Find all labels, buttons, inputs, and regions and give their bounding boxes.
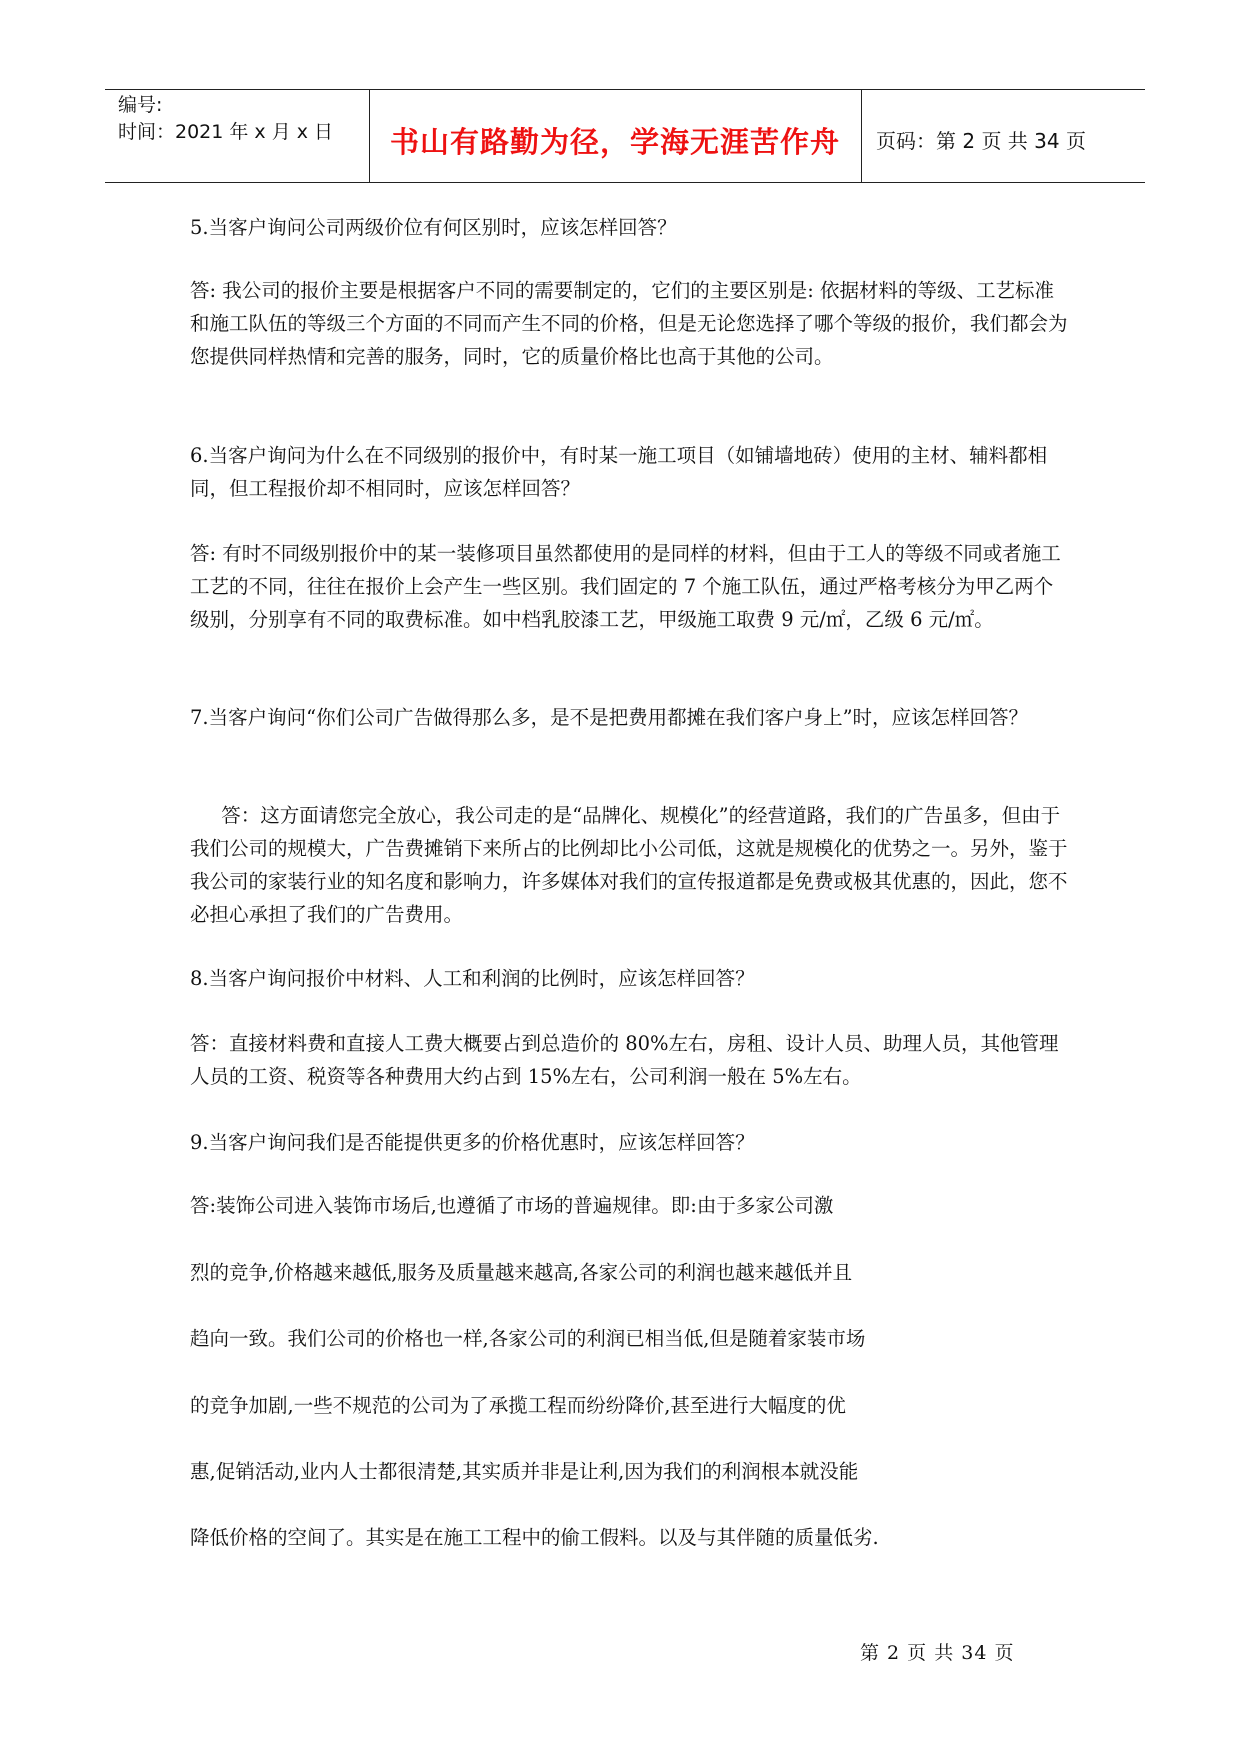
header-top-rule (105, 89, 1145, 90)
answer-5: 答: 我公司的报价主要是根据客户不同的需要制定的，它们的主要区别是: 依据材料的等级、工艺标准和施工队伍的等级三个方面的不同而产生不同的价格，但是无论您选择了哪个等级的报价，我们都会为您提供同样热情和完善的服务，同时，它的质量价格比也高于其他的公司。 (190, 279, 1068, 368)
header-meta (118, 92, 333, 146)
answer-9-line-2: 烈的竞争,价格越来越低,服务及质量越来越高,各家公司的利润也越来越低并且 (190, 1261, 853, 1284)
doc-time-label: 时间：2021 年 x 月 x 日 (118, 121, 334, 143)
question-9: 9.当客户询问我们是否能提供更多的价格优惠时，应该怎样回答？ (190, 1131, 755, 1154)
answer-7: 答：这方面请您完全放心，我公司走的是“品牌化、规模化”的经营道路，我们的广告虽多，但由于我们公司的规模大，广告费摊销下来所占的比例却比小公司低，这就是规模化的优势之一。另外，鉴于我公司的家装行业的知名度和影响力，许多媒体对我们的宣传报道都是免费或极其优惠的，因此，您不必担心承担了我们的广告费用。 (190, 804, 1068, 926)
question-7: 7.当客户询问“你们公司广告做得那么多，是不是把费用都摊在我们客户身上”时，应该怎样回答？ (190, 706, 1029, 729)
answer-6: 答: 有时不同级别报价中的某一装修项目虽然都使用的是同样的材料，但由于工人的等级不同或者施工工艺的不同，往往在报价上会产生一些区别。我们固定的 7 个施工队伍，通过严格考核分为甲乙两个级别，分别享有不同的取费标准。如中档乳胶漆工艺，甲级施工取费 9 元/㎡，乙级 6 元/㎡。 (190, 542, 1061, 631)
answer-9-line-6: 降低价格的空间了。其实是在施工工程中的偷工假料。以及与其伴随的质量低劣. (190, 1526, 879, 1549)
question-6: 6.当客户询问为什么在不同级别的报价中，有时某一施工项目（如铺墙地砖）使用的主材、辅料都相同，但工程报价却不相同时，应该怎样回答？ (190, 444, 1048, 500)
header-page-label: 页码：第 2 页 共 34 页 (876, 129, 1086, 153)
header-motto: 书山有路勤为径，学海无涯苦作舟 (389, 125, 840, 159)
answer-9-line-1: 答:装饰公司进入装饰市场后,也遵循了市场的普遍规律。即:由于多家公司激 (190, 1194, 834, 1217)
header-divider-right (861, 89, 862, 182)
footer-page-number: 第 2 页 共 34 页 (860, 1642, 1015, 1664)
answer-8: 答：直接材料费和直接人工费大概要占到总造价的 80%左右，房租、设计人员、助理人员，其他管理人员的工资、税资等各种费用大约占到 15%左右，公司利润一般在 5%左右。 (190, 1032, 1059, 1088)
question-8: 8.当客户询问报价中材料、人工和利润的比例时，应该怎样回答？ (190, 967, 755, 990)
answer-9-line-3: 趋向一致。我们公司的价格也一样,各家公司的利润已相当低,但是随着家装市场 (190, 1327, 866, 1350)
question-5: 5.当客户询问公司两级价位有何区别时，应该怎样回答？ (190, 216, 677, 239)
doc-number-label: 编号: (118, 94, 163, 116)
answer-9-line-5: 惠,促销活动,业内人士都很清楚,其实质并非是让利,因为我们的利润根本就没能 (190, 1460, 859, 1483)
header-bottom-rule (105, 182, 1145, 183)
answer-9-line-4: 的竞争加剧,一些不规范的公司为了承揽工程而纷纷降价,甚至进行大幅度的优 (190, 1394, 846, 1417)
